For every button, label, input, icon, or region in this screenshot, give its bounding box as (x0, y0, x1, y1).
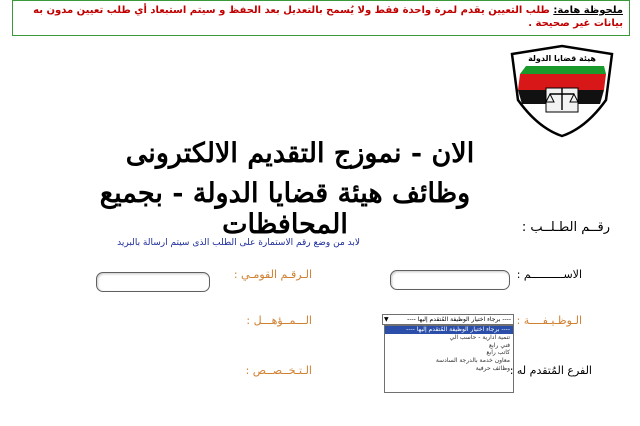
notice-label: ملحوظة هامة: (553, 5, 623, 16)
logo-caption: هيئة قضايا الدولة (528, 54, 596, 63)
request-number-label: رقــم الطـلــب : (521, 220, 610, 235)
branch-label: الفرع المُتقدم له : (509, 364, 592, 377)
qualification-label: الـــمــؤهـــل : (246, 314, 312, 327)
name-input[interactable] (390, 270, 510, 290)
job-option[interactable]: تنمية ادارية - حاسب آلي (449, 333, 510, 341)
notice-text: طلب التعيين يقدم لمرة واحدة فقط ولا يُسمح بالتعديل بعد الحفظ و سيتم استبعاد أي طلب تعيين مدون به بيانات غير صحيحة . (33, 5, 623, 29)
national-id-input[interactable] (96, 272, 210, 292)
important-notice (12, 0, 630, 36)
chevron-down-icon[interactable]: ▼ (384, 316, 389, 323)
page-title-line2: وظائف هيئة قضايا الدولة - بجميع المحافظات (99, 178, 471, 240)
job-options-list[interactable] (384, 325, 514, 393)
job-option[interactable]: وظائف حرفية (475, 364, 510, 372)
request-number-hint: لابد من وضع رقم الاستمارة على الطلب الذى سيتم ارسالة بالبريد (117, 238, 360, 248)
name-label: الاســــــــــم : (516, 268, 582, 281)
specialization-label: الـتـخــصــص : (245, 364, 312, 377)
page-title-line1: الان - نموزج التقديم الالكترونى (125, 138, 475, 169)
job-option[interactable]: معاون خدمة بالدرجة السادسة (435, 357, 510, 365)
job-label: الـوظـيـفــــة : (516, 314, 582, 327)
national-id-label: الـرقـم القومـي : (233, 268, 312, 281)
job-option[interactable]: كاتب رابع (486, 349, 510, 357)
job-select[interactable] (382, 314, 514, 325)
state-lawsuits-authority-logo (506, 44, 618, 138)
job-option[interactable]: فني رابع (488, 341, 510, 349)
job-select-value: ---- برجاء اختيار الوظيفة المُتقدم إليها ---- (407, 316, 511, 323)
job-option[interactable]: ---- برجاء اختيار الوظيفة المُتقدم إليها ---- (385, 326, 513, 334)
